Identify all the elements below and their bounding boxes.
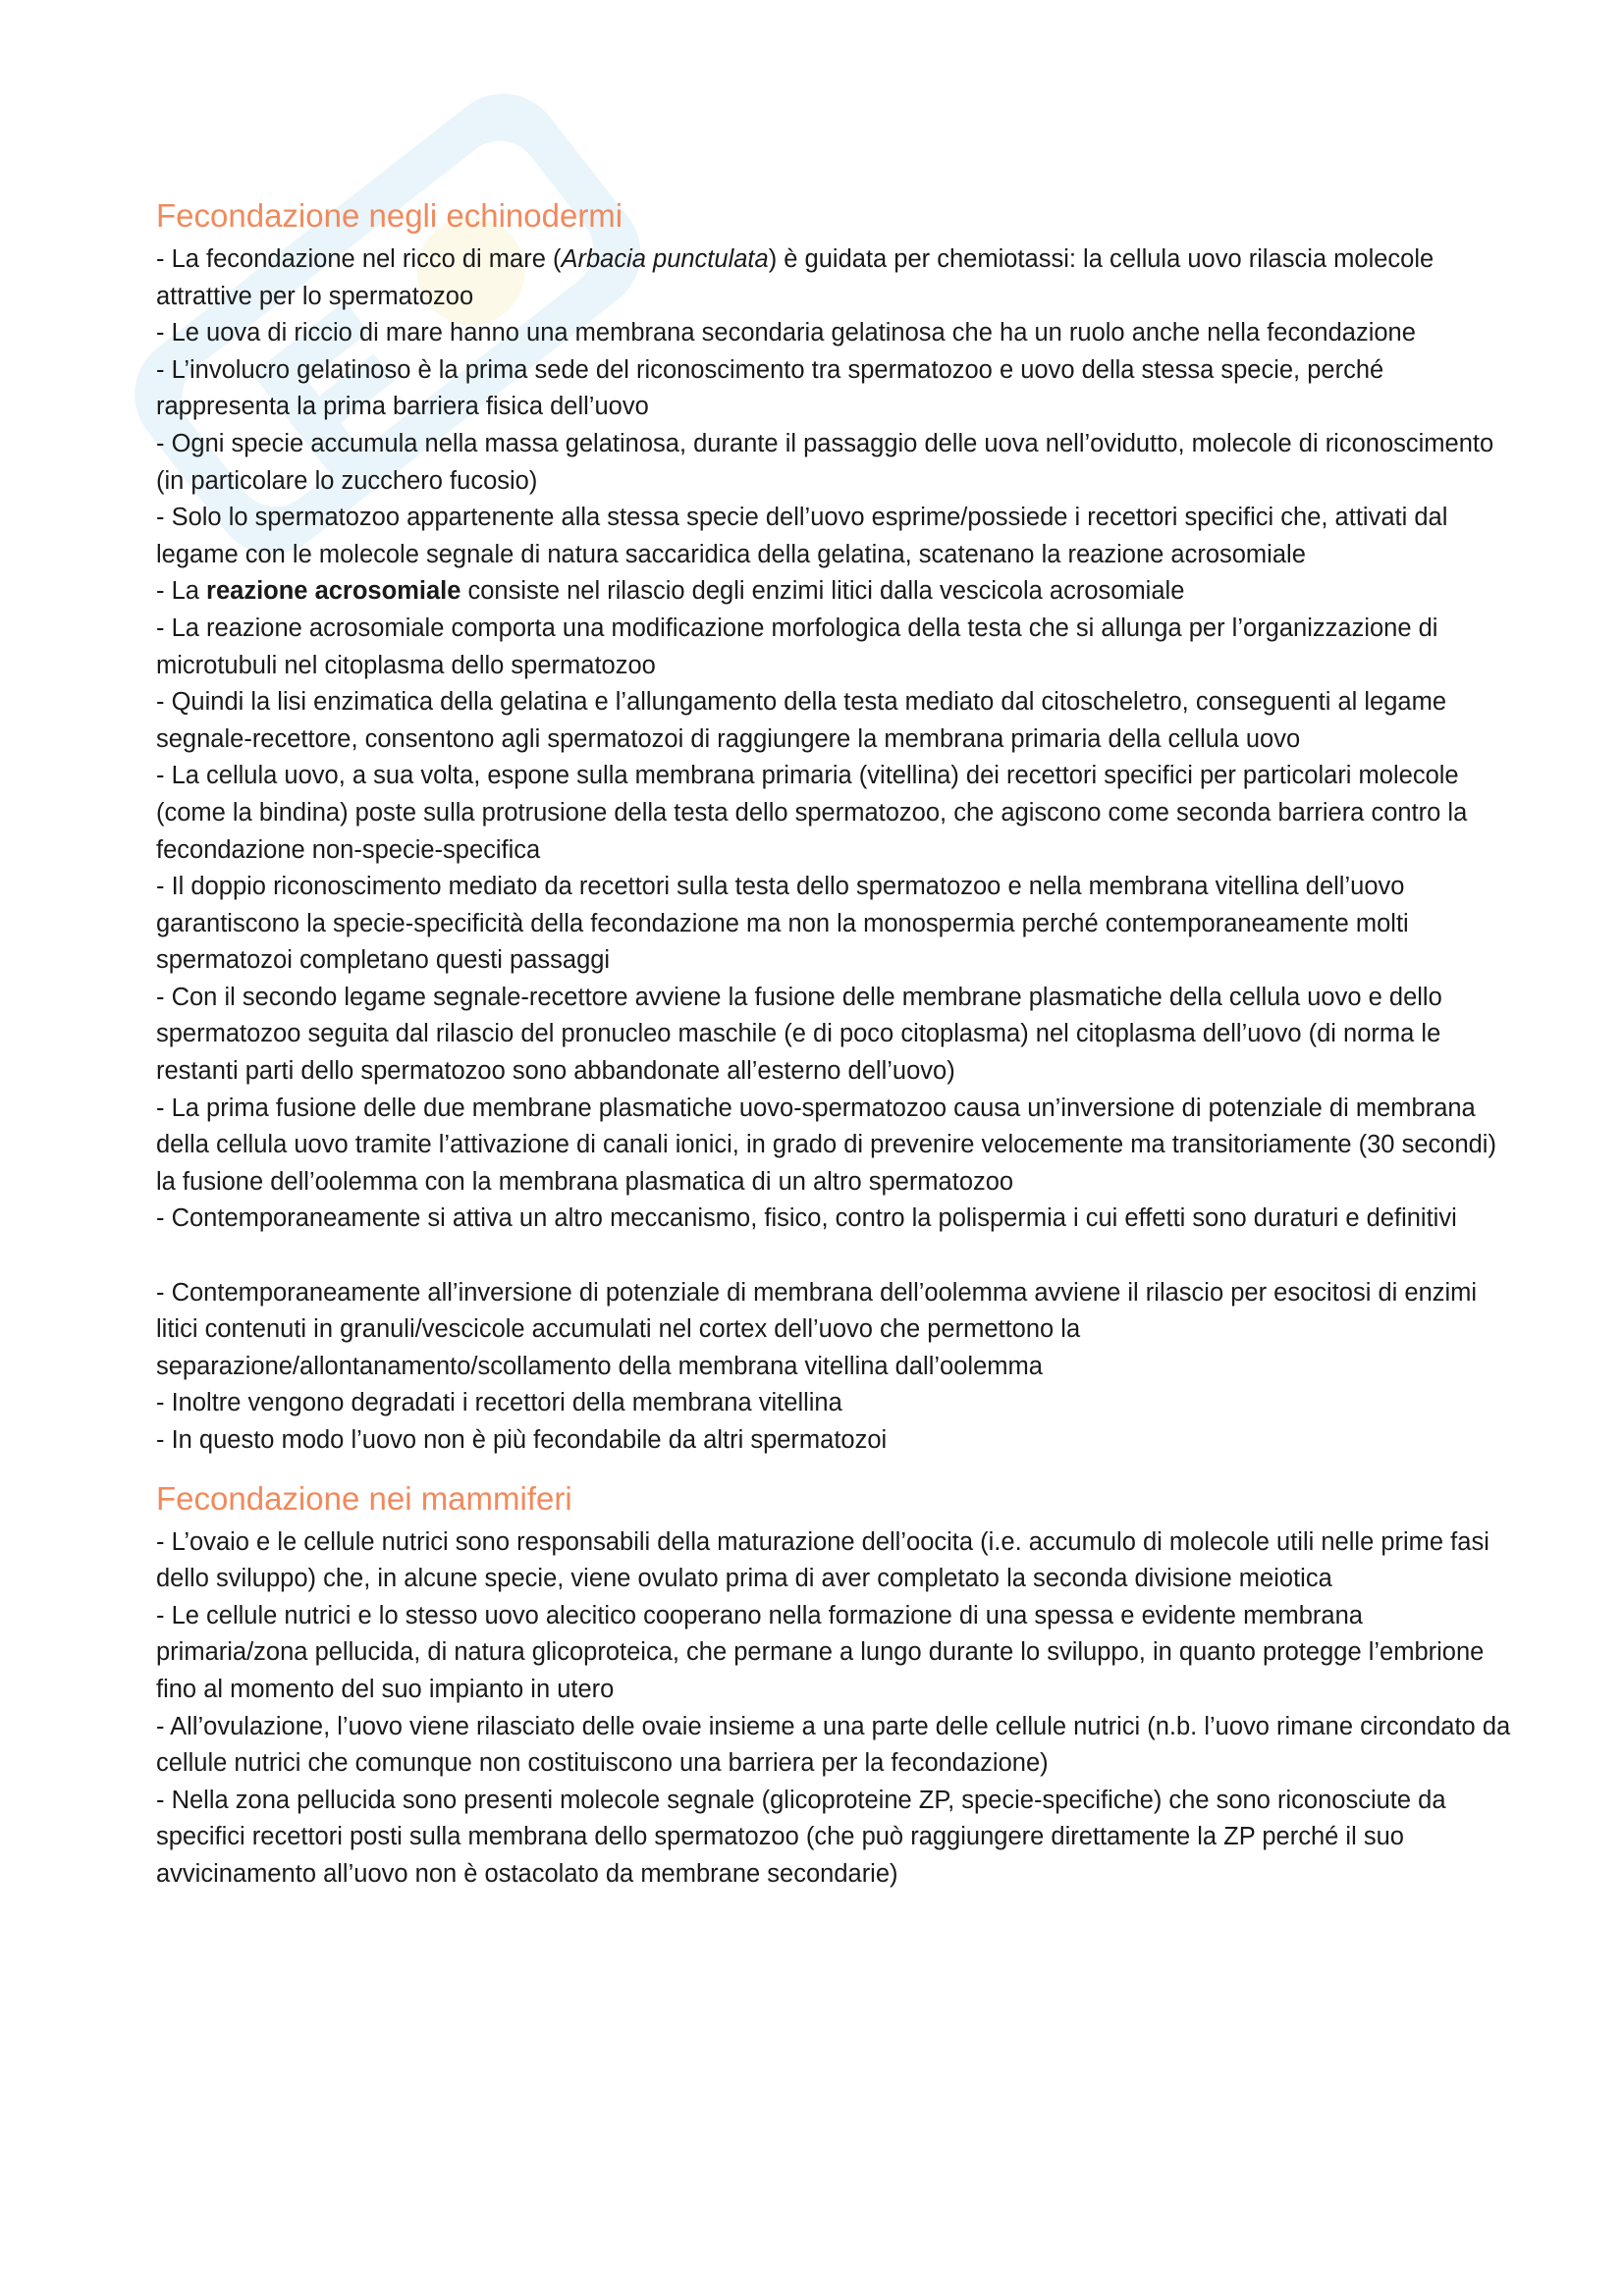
paragraph: - Contemporaneamente all’inversione di potenziale di membrana dell’oolemma avviene il rilascio per esocitosi di enzimi litici contenuti in granuli/vescicole accumulati nel cortex dell’uovo che permettono la separazione/allontanamento/scollamento della membrana vitellina dall’oolemma <box>156 1278 1478 1380</box>
paragraph: - La cellula uovo, a sua volta, espone sulla membrana primaria (vitellina) dei recettori specifici per particolari molecole (come la bindina) poste sulla protrusione della testa dello spermatozoo, che agiscono come seconda barriera contro la fecondazione non-specie-specifica <box>156 762 1468 864</box>
paragraph: - Nella zona pellucida sono presenti molecole segnale (glicoproteine ZP, specie-specifiche) che sono riconosciute da specifici recettori posti sulla membrana dello spermatozoo (che può raggiungere direttamente la ZP perché il suo avvicinamento all’uovo non è ostacolato da membrane secondarie) <box>156 1786 1446 1888</box>
paragraph: - La prima fusione delle due membrane plasmatiche uovo-spermatozoo causa un’inversione di potenziale di membrana della cellula uovo tramite l’attivazione di canali ionici, in grado di prevenire velocemente ma transitoriamente (30 secondi) la fusione dell’oolemma con la membrana plasmatica di un altro spermatozoo <box>156 1094 1496 1196</box>
paragraph: - La reazione acrosomiale comporta una modificazione morfologica della testa che si allunga per l’organizzazione di microtubuli nel citoplasma dello spermatozoo <box>156 614 1438 679</box>
section-title: Fecondazione negli echinodermi <box>156 197 623 234</box>
key-term: reazione acrosomiale <box>206 577 461 606</box>
section-title: Fecondazione nei mammiferi <box>156 1479 572 1517</box>
paragraph: - La fecondazione nel ricco di mare (Arbacia punctulata) è guidata per chemiotassi: la cellula uovo rilascia molecole attrattive per lo spermatozoo <box>156 245 1435 310</box>
paragraph: - Il doppio riconoscimento mediato da recettori sulla testa dello spermatozoo e nella membrana vitellina dell’uovo garantiscono la specie-specificità della fecondazione ma non la monospermia perché contemporaneamente molti spermatozoi completano questi passaggi <box>156 873 1409 975</box>
paragraph: - Le uova di riccio di mare hanno una membrana secondaria gelatinosa che ha un ruolo anche nella fecondazione <box>156 319 1416 347</box>
paragraph: - In questo modo l’uovo non è più fecondabile da altri spermatozoi <box>156 1426 888 1454</box>
paragraph: - La reazione acrosomiale consiste nel rilascio degli enzimi litici dalla vescicola acrosomiale <box>156 577 1185 606</box>
paragraph: - Solo lo spermatozoo appartenente alla stessa specie dell’uovo esprime/possiede i recettori specifici che, attivati dal legame con le molecole segnale di natura saccaridica della gelatina, scatenano la reazione acrosomiale <box>156 504 1448 568</box>
paragraph: - All’ovulazione, l’uovo viene rilasciato delle ovaie insieme a una parte delle cellule nutrici (n.b. l’uovo rimane circondato da cellule nutrici che comunque non costituiscono una barriera per la fecondazione) <box>156 1712 1511 1778</box>
species-name: Arbacia punctulata <box>561 245 769 273</box>
paragraph: - Inoltre vengono degradati i recettori della membrana vitellina <box>156 1389 842 1417</box>
paragraph: - Con il secondo legame segnale-recettore avviene la fusione delle membrane plasmatiche della cellula uovo e dello spermatozoo seguita dal rilascio del pronucleo maschile (e di poco citoplasma) nel citoplasma dell’uovo (di norma le restanti parti dello spermatozoo sono abbandonate all’esterno dell’uovo) <box>156 983 1442 1086</box>
document-page <box>156 194 1511 1894</box>
paragraph: - Contemporaneamente si attiva un altro meccanismo, fisico, contro la polispermia i cui effetti sono duraturi e definitivi <box>156 1204 1457 1233</box>
paragraph: - Quindi la lisi enzimatica della gelatina e l’allungamento della testa mediato dal citoscheletro, conseguenti al legame segnale-recettore, consentono agli spermatozoi di raggiungere la membrana primaria della cellula uovo <box>156 688 1447 753</box>
blank-line <box>156 1238 1511 1275</box>
paragraph: - Ogni specie accumula nella massa gelatinosa, durante il passaggio delle uova nell’ovidutto, molecole di riconoscimento (in particolare lo zucchero fucosio) <box>156 429 1494 495</box>
paragraph: - Le cellule nutrici e lo stesso uovo alecitico cooperano nella formazione di una spessa e evidente membrana primaria/zona pellucida, di natura glicoproteica, che permane a lungo durante lo sviluppo, in quanto protegge l’embrione fino al momento del suo impianto in utero <box>156 1601 1485 1703</box>
paragraph: - L’involucro gelatinoso è la prima sede del riconoscimento tra spermatozoo e uovo della stessa specie, perché rappresenta la prima barriera fisica dell’uovo <box>156 355 1384 421</box>
paragraph: - L’ovaio e le cellule nutrici sono responsabili della maturazione dell’oocita (i.e. accumulo di molecole utili nelle prime fasi dello sviluppo) che, in alcune specie, viene ovulato prima di aver completato la seconda divisione meiotica <box>156 1527 1489 1593</box>
